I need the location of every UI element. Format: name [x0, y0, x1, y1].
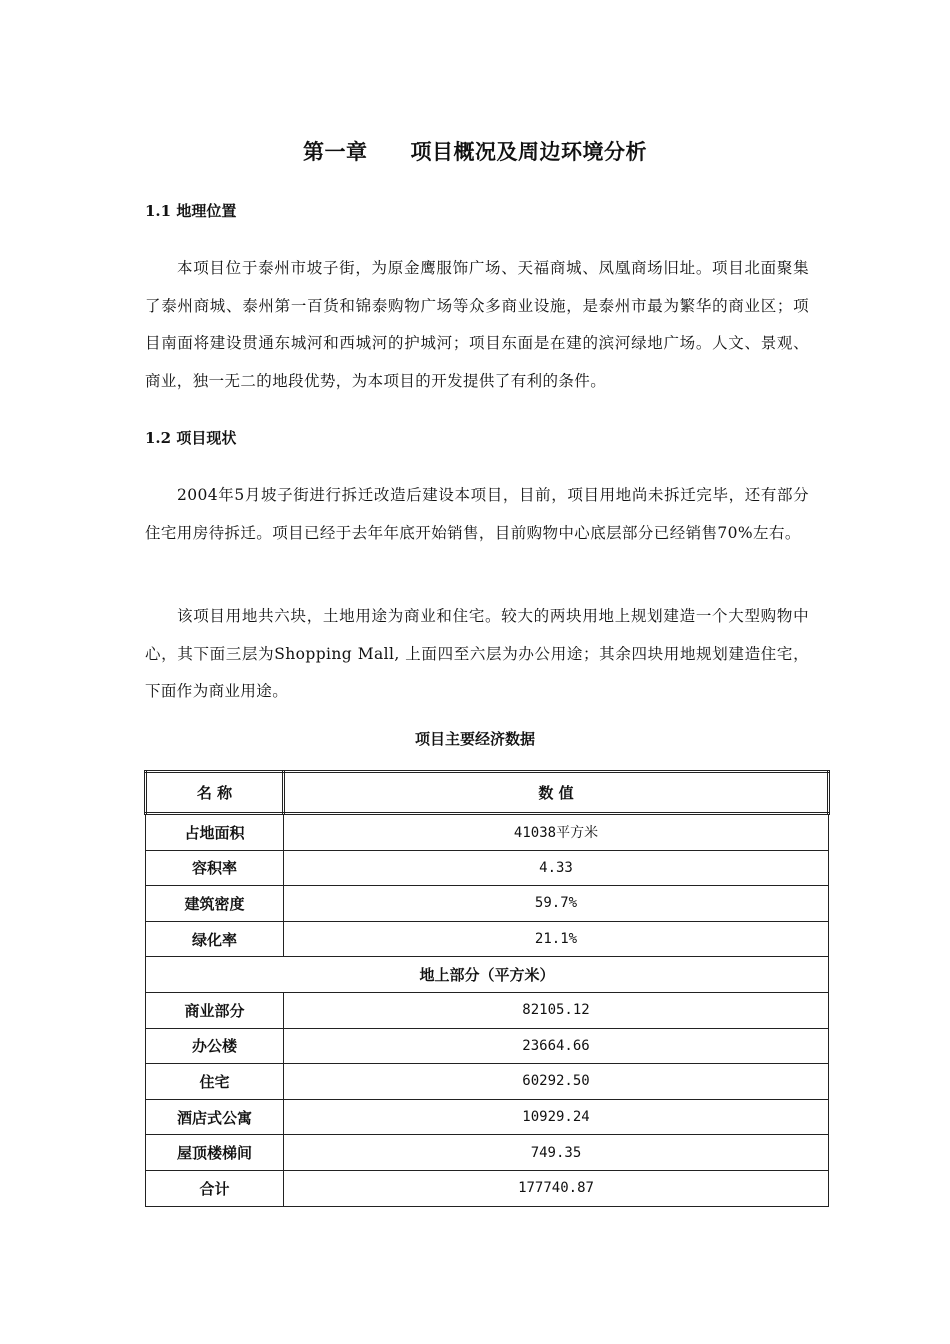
- table-row: [146, 1064, 829, 1100]
- row-value: 21.1%: [284, 921, 829, 957]
- row-name: 占地面积: [146, 814, 284, 851]
- paragraph-location: 本项目位于泰州市坡子街，为原金鹰服饰广场、天福商城、凤凰商场旧址。项目北面聚集了泰州商城、泰州第一百货和锦泰购物广场等众多商业设施，是泰州市最为繁华的商业区；项目南面将建设贯通东城河和西城河的护城河；项目东面是在建的滨河绿地广场。人文、景观、商业，独一无二的地段优势，为本项目的开发提供了有利的条件。: [145, 259, 809, 390]
- row-value: 60292.50: [284, 1064, 829, 1100]
- row-value: 82105.12: [284, 992, 829, 1028]
- row-name: 容积率: [146, 850, 284, 886]
- row-name: 合计: [146, 1170, 284, 1206]
- row-value: 4.33: [284, 850, 829, 886]
- table-row: [146, 850, 829, 886]
- section-row-label: 地上部分（平方米）: [146, 957, 829, 993]
- table-row: [146, 814, 829, 851]
- row-value: 749.35: [284, 1135, 829, 1171]
- row-name: 办公楼: [146, 1028, 284, 1064]
- header-name: 名 称: [146, 772, 284, 814]
- row-value: 177740.87: [284, 1170, 829, 1206]
- paragraph-status-2: 该项目用地共六块，土地用途为商业和住宅。较大的两块用地上规划建造一个大型购物中心，其下面三层为Shopping Mall, 上面四至六层为办公用途；其余四块用地规划建造住宅，下面作为商业用途。: [145, 607, 809, 700]
- table-header-row: [146, 772, 829, 814]
- section-heading-location: 1.1 地理位置: [145, 202, 237, 220]
- table-section-row: [146, 957, 829, 993]
- table-row: [146, 992, 829, 1028]
- row-value: 41038平方米: [284, 814, 829, 851]
- chapter-title: 第一章 项目概况及周边环境分析: [303, 139, 647, 164]
- table-row: [146, 886, 829, 922]
- row-value: 10929.24: [284, 1099, 829, 1135]
- header-value: 数 值: [284, 772, 829, 814]
- table-caption: 项目主要经济数据: [414, 730, 535, 748]
- table-row: [146, 1099, 829, 1135]
- economic-data-table: [144, 770, 830, 1207]
- table-row: [146, 921, 829, 957]
- row-name: 绿化率: [146, 921, 284, 957]
- row-value: 59.7%: [284, 886, 829, 922]
- row-name: 屋顶楼梯间: [146, 1135, 284, 1171]
- row-name: 商业部分: [146, 992, 284, 1028]
- row-name: 住宅: [146, 1064, 284, 1100]
- section-heading-status: 1.2 项目现状: [145, 429, 237, 447]
- row-value: 23664.66: [284, 1028, 829, 1064]
- table-row: [146, 1170, 829, 1206]
- economic-data-table-wrapper: [144, 770, 827, 1205]
- table-row: [146, 1028, 829, 1064]
- row-name: 建筑密度: [146, 886, 284, 922]
- table-row: [146, 1135, 829, 1171]
- row-name: 酒店式公寓: [146, 1099, 284, 1135]
- paragraph-status-1: 2004年5月坡子街进行拆迁改造后建设本项目，目前，项目用地尚未拆迁完毕，还有部分住宅用房待拆迁。项目已经于去年年底开始销售，目前购物中心底层部分已经销售70%左右。: [145, 486, 809, 542]
